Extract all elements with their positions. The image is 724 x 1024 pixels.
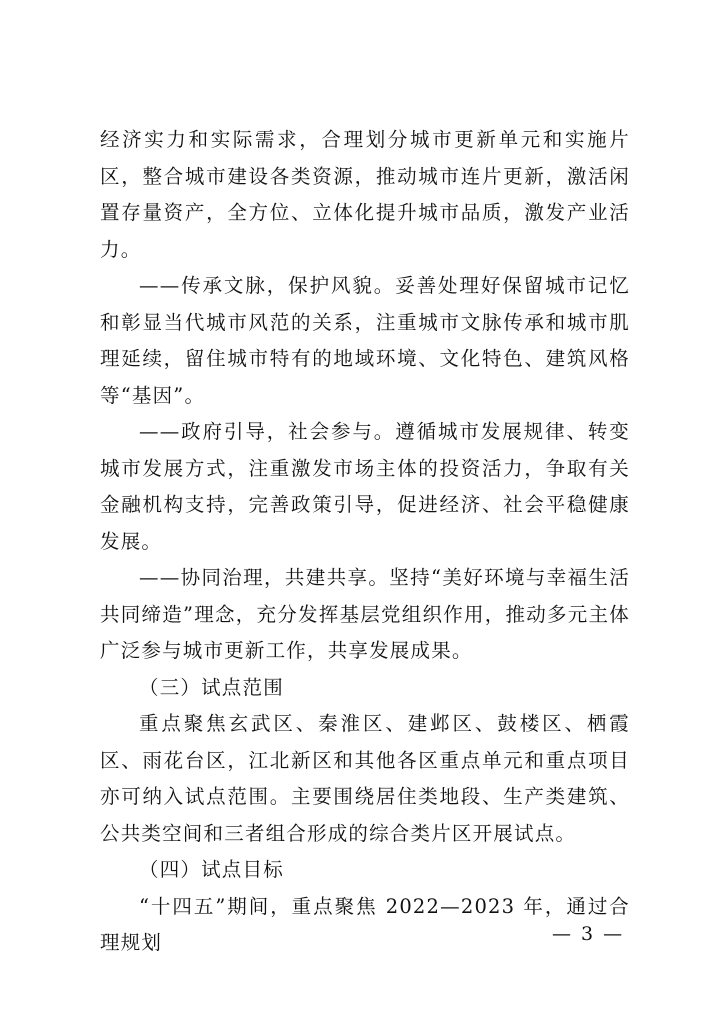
paragraph-5: 重点聚焦玄武区、秦淮区、建邺区、鼓楼区、栖霞区、雨花台区，江北新区和其他各区重点单元和重点项目亦可纳入试点范围。主要围绕居住类地段、生产类建筑、公共类空间和三者组合形成的综合类片区开展试点。 (100, 712, 630, 845)
paragraph-1: 经济实力和实际需求，合理划分城市更新单元和实施片区，整合城市建设各类资源，推动城市连片更新，激活闲置存量资产，全方位、立体化提升城市品质，激发产业活力。 (100, 128, 630, 261)
section-heading-4: （四）试点目标 (139, 858, 284, 881)
paragraph-3: ——政府引导，社会参与。遵循城市发展规律、转变城市发展方式，注重激发市场主体的投资活力，争取有关金融机构支持，完善政策引导，促进经济、社会平稳健康发展。 (100, 420, 630, 553)
paragraph-6: “十四五”期间，重点聚焦 2022—2023 年，通过合理规划 (100, 894, 630, 954)
paragraph-2: ——传承文脉，保护风貌。妥善处理好保留城市记忆和彰显当代城市风范的关系，注重城市文脉传承和城市肌理延续，留住城市特有的地域环境、文化特色、建筑风格等“基因”。 (100, 274, 630, 407)
page-number: — 3 — (552, 923, 625, 945)
section-heading-3: （三）试点范围 (139, 675, 284, 699)
document-body (100, 122, 630, 962)
paragraph-4: ——协同治理，共建共享。坚持“美好环境与幸福生活共同缔造”理念，充分发挥基层党组织作用，推动多元主体广泛参与城市更新工作，共享发展成果。 (100, 566, 630, 662)
